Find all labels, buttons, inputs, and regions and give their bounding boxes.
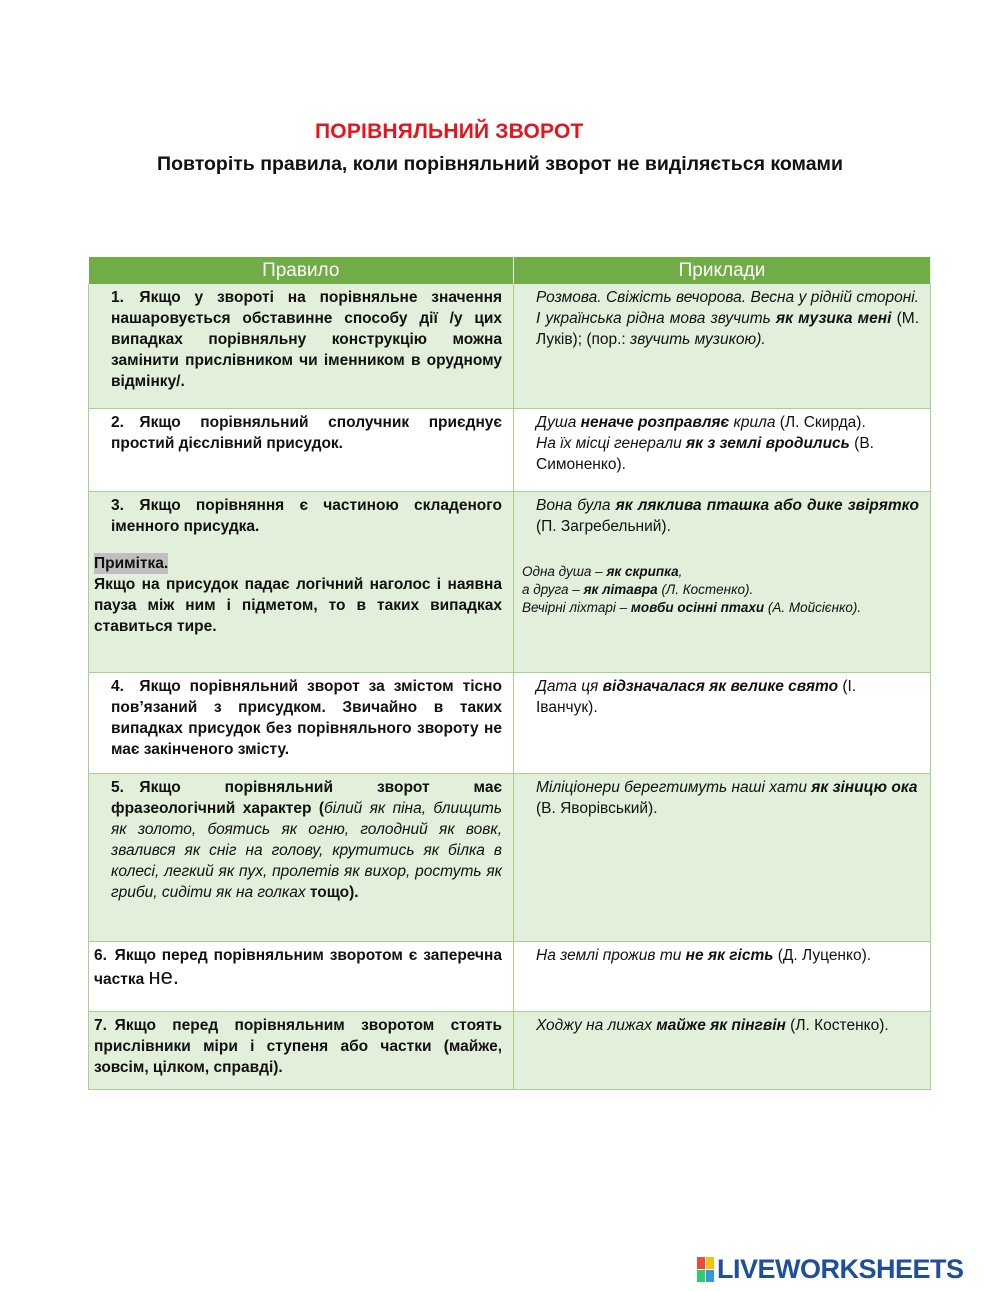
example-bold: як літавра (583, 581, 658, 597)
example-bold: як скрипка (606, 563, 679, 579)
example-source: (Л. Скирда). (775, 413, 866, 431)
example-bold: як ляклива пташка або дике звірятко (615, 496, 919, 514)
example-text: Вона була (536, 496, 616, 514)
rule-cell: 4. Якщо порівняльний зворот за змістом тісно пов’язаний з присудком. Звичайно в таких випадках присудок без порівняльного звороту не має закінченого змісту. (89, 672, 514, 773)
rule-text: тощо). (305, 883, 359, 901)
rule-examples: білий як піна, блищить як золото, боятись як огню, голодний як вовк, звалився як сніг на голову, крутитись як білка в колесі, легкий як пух, пролетів як вихор, ростуть як гриби, сидіти як на голках (111, 799, 502, 901)
example-text: Міліціонери берегтимуть наші хати (536, 778, 812, 796)
example-source: (В. Симоненко). (536, 434, 874, 473)
example-bold: неначе розправляє (580, 413, 730, 431)
header-rule: Правило (89, 257, 514, 284)
rule-cell: 7. Якщо перед порівняльним зворотом стоять прислівники міри і ступеня або частки (майже, зовсім, цілком, справді). (89, 1011, 514, 1089)
example-bold: майже як пінгвін (656, 1016, 786, 1034)
example-text: Дата ця (536, 677, 603, 695)
example-text: Ходжу на лижах (536, 1016, 657, 1034)
example-cell (514, 284, 931, 408)
example-cell (514, 941, 931, 1011)
example-text: Вечірні ліхтарі – (522, 599, 631, 615)
note-heading: Примітка. (94, 554, 169, 572)
example-cell (514, 491, 931, 672)
page-subtitle: Повторіть правила, коли порівняльний зворот не виділяється комами (157, 153, 843, 175)
example-source: (В. Яворівський). (536, 799, 658, 817)
table-row (89, 284, 931, 408)
example-bold: не як гість (685, 946, 774, 964)
example-cell (514, 1011, 931, 1089)
rule-cell: 1. Якщо у звороті на порівняльне значення нашаровується обставинне способу дії /у цих випадках порівняльну конструкцію можна замінити прислівником чи іменником в орудному відмінку/. (89, 284, 514, 408)
example-text: крила (729, 413, 776, 431)
example-bold: відзначалася як велике свято (602, 677, 839, 695)
example-line (522, 599, 919, 617)
example-text: Душа (536, 413, 581, 431)
example-text: а друга – (522, 581, 584, 597)
rule-text: 3. Якщо порівняння є частиною складеного іменного присудка. (111, 496, 502, 535)
rule-text: 5. Якщо порівняльний зворот має фразеологічний характер ( (111, 778, 502, 817)
example-bold: як з землі вродились (686, 434, 850, 452)
example-cell (514, 408, 931, 491)
rule-particle: не. (148, 963, 180, 989)
example-source: (І. Іванчук). (536, 677, 857, 716)
logo-text: LIVEWORKSHEETS (717, 1253, 964, 1284)
example-text: На землі прожив ти (536, 946, 686, 964)
example-text: (А. Мойсієнко). (764, 599, 862, 615)
logo-square (706, 1270, 714, 1282)
table-row (89, 773, 931, 941)
logo-square (697, 1257, 705, 1269)
example-bold: як музика мені (776, 310, 892, 327)
note-text: Якщо на присудок падає логічний наголос і наявна пауза між ним і підметом, то в таких випадках ставиться тире. (94, 575, 502, 635)
page-title: ПОРІВНЯЛЬНИЙ ЗВОРОТ (315, 120, 584, 143)
logo-mark-icon (697, 1257, 714, 1282)
example-source: (Л. Костенко). (785, 1016, 889, 1034)
rule-cell (89, 773, 514, 941)
example-cell (514, 773, 931, 941)
example-bold: як зіницю ока (811, 778, 918, 796)
example-text: Одна душа – (522, 563, 607, 579)
rule-cell (89, 941, 514, 1011)
example-line (522, 581, 919, 599)
example-text: Розмова. Свіжість вечорова. Весна у рідній стороні. І українська рідна мова звучить (536, 289, 919, 327)
logo-square (706, 1257, 714, 1269)
table-row (89, 491, 931, 672)
example-line (522, 563, 919, 581)
liveworksheets-logo (697, 1254, 964, 1284)
example-text: (Л. Костенко). (657, 581, 754, 597)
example-cell (514, 672, 931, 773)
example-source: (П. Загребельний). (536, 517, 671, 535)
logo-square (697, 1270, 705, 1282)
rule-text: 6. Якщо перед порівняльним зворотом є заперечна частка (94, 946, 502, 988)
rule-cell: 2. Якщо порівняльний сполучник приєднує простий дієслівний присудок. (89, 408, 514, 491)
header-examples: Приклади (514, 257, 931, 284)
example-text: звучить музикою). (630, 331, 766, 348)
table-header-row (89, 257, 931, 284)
table-row (89, 1011, 931, 1089)
rule-cell (89, 491, 514, 672)
example-bold: мовби осінні птахи (630, 599, 765, 615)
example-line (536, 495, 919, 537)
table-row (89, 408, 931, 491)
table-row (89, 672, 931, 773)
table-row (89, 941, 931, 1011)
rules-table (88, 257, 931, 1090)
example-source: (М. Луків); (пор.: (536, 310, 920, 348)
example-text: , (678, 563, 683, 579)
example-block (522, 563, 919, 617)
example-source: (Д. Луценко). (773, 946, 872, 964)
example-text: На їх місці генерали (536, 434, 687, 452)
